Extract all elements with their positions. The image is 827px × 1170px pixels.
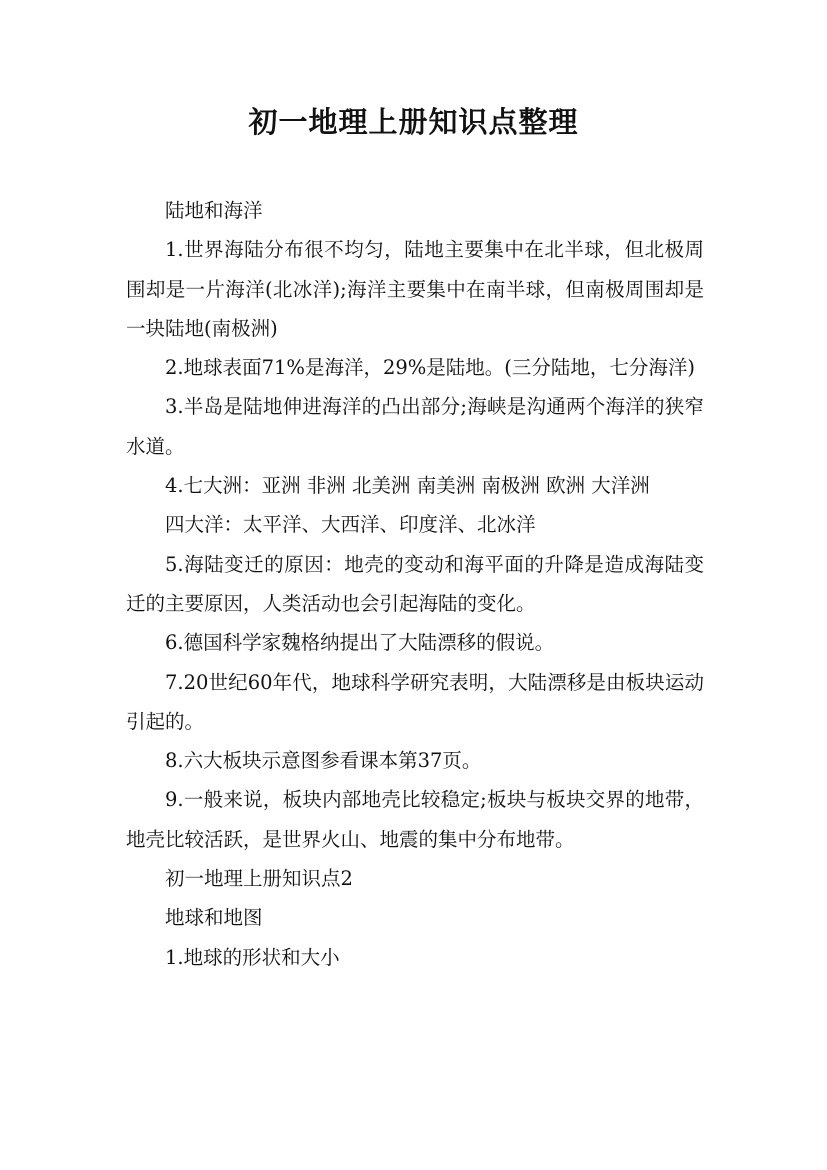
paragraph-1: 1.世界海陆分布很不均匀，陆地主要集中在北半球，但北极周围却是一片海洋(北冰洋);海洋主要集中在南半球，但南极周围却是一块陆地(南极洲) (126, 238, 704, 340)
paragraph-6: 6.德国科学家魏格纳提出了大陆漂移的假说。 (165, 631, 555, 655)
document-title: 初一地理上册知识点整理 (248, 105, 579, 139)
paragraph-9: 9.一般来说，板块内部地壳比较稳定;板块与板块交界的地带，地壳比较活跃，是世界火山、地震的集中分布地带。 (126, 788, 704, 851)
paragraph-2: 2.地球表面71%是海洋，29%是陆地。(三分陆地，七分海洋) (165, 356, 696, 380)
section-heading-earth-and-maps: 地球和地图 (165, 906, 263, 930)
paragraph-4: 4.七大洲：亚洲 非洲 北美洲 南美洲 南极洲 欧洲 大洋洲 (165, 474, 650, 498)
document-body (126, 191, 704, 977)
paragraph-earth-shape-size: 1.地球的形状和大小 (165, 945, 340, 969)
section-heading-part-2: 初一地理上册知识点2 (165, 867, 353, 891)
section-heading-land-and-ocean: 陆地和海洋 (165, 199, 263, 222)
paragraph-8: 8.六大板块示意图参看课本第37页。 (165, 749, 482, 773)
paragraph-3: 3.半岛是陆地伸进海洋的凸出部分;海峡是沟通两个海洋的狭窄水道。 (126, 395, 704, 458)
paragraph-5: 5.海陆变迁的原因：地壳的变动和海平面的升降是造成海陆变迁的主要原因，人类活动也会引起海陆的变化。 (126, 552, 704, 615)
paragraph-four-oceans: 四大洋：太平洋、大西洋、印度洋、北冰洋 (165, 513, 536, 537)
paragraph-7: 7.20世纪60年代，地球科学研究表明，大陆漂移是由板块运动引起的。 (126, 670, 704, 733)
